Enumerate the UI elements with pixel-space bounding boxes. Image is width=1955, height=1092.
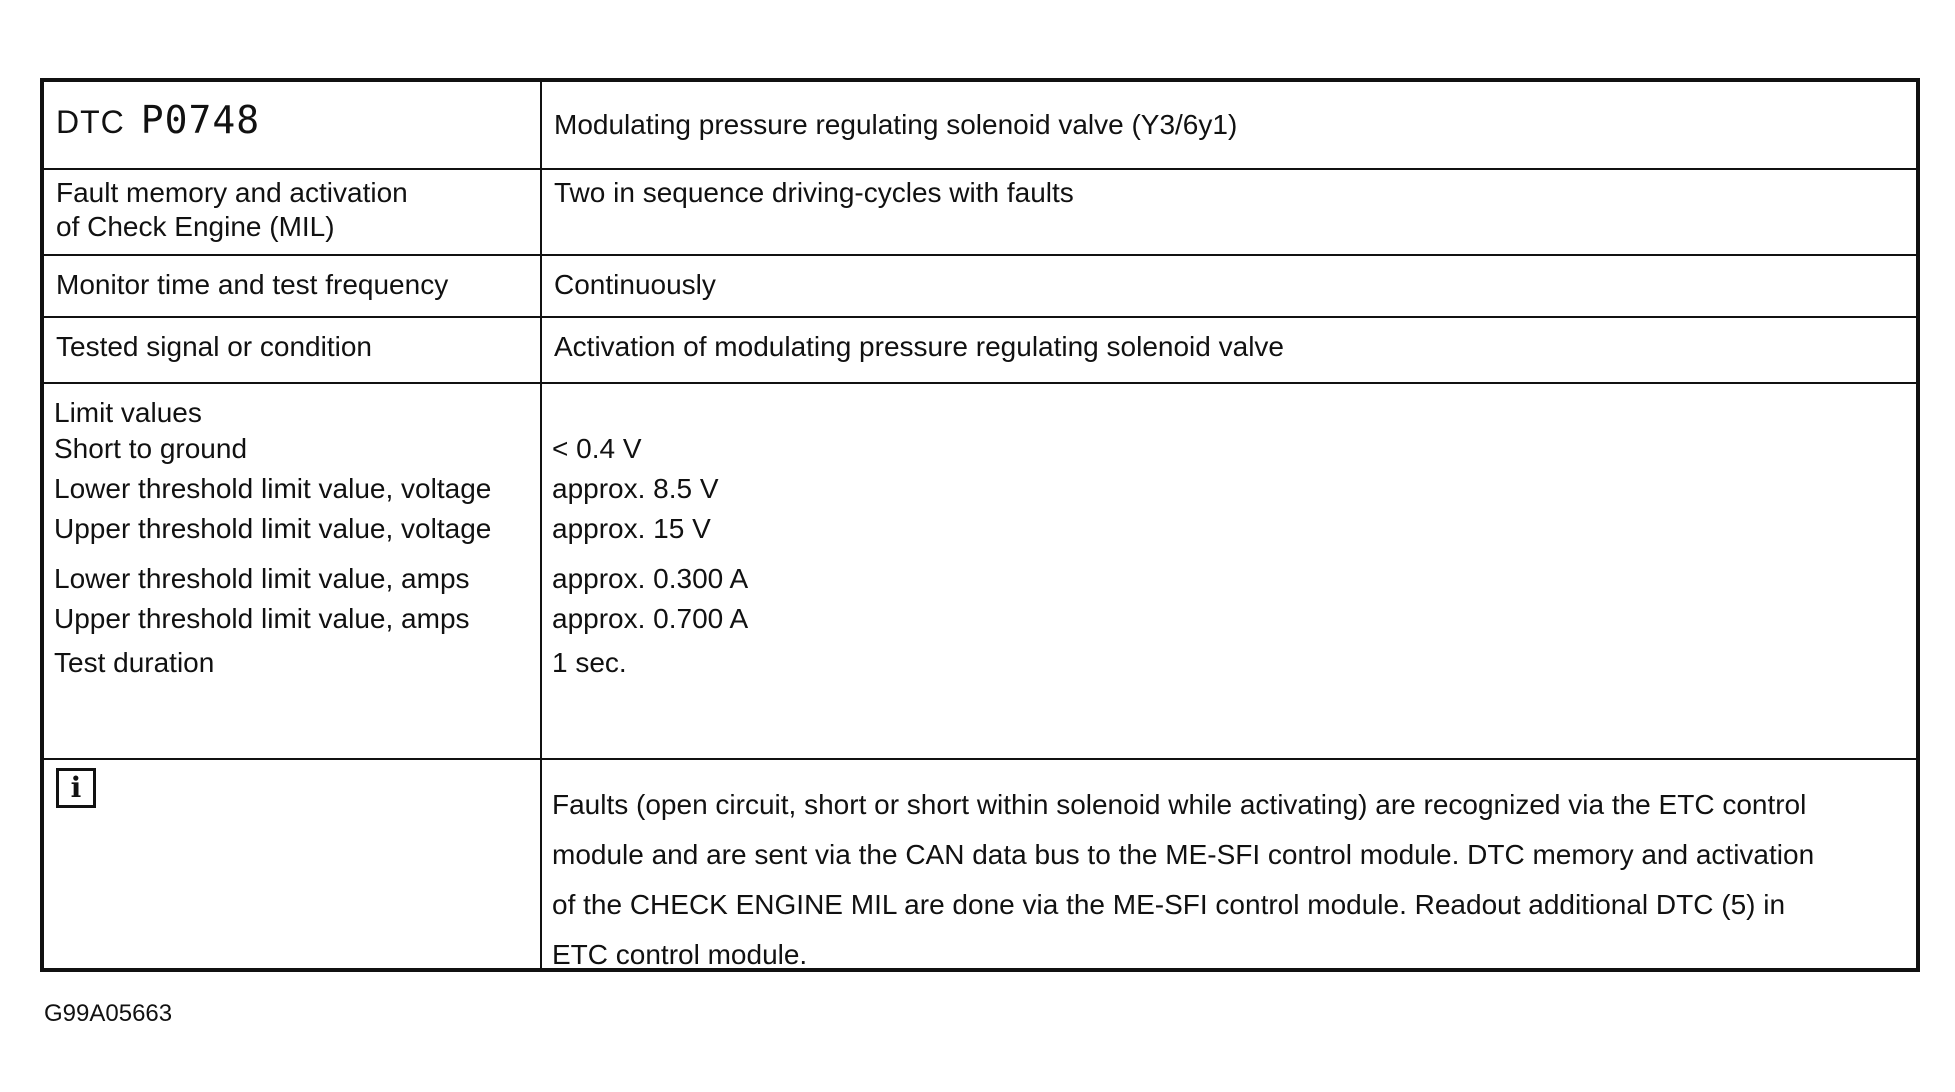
limit-item-label: Test duration <box>54 647 215 678</box>
limit-item-label: Short to ground <box>54 433 248 464</box>
limit-values-value-cell <box>542 384 1916 758</box>
limit-item-label: Lower threshold limit value, amps <box>54 563 470 594</box>
limit-values-row <box>44 384 1916 760</box>
monitor-time-value: Continuously <box>554 269 716 300</box>
monitor-time-row <box>44 256 1916 318</box>
limit-item-label: Upper threshold limit value, voltage <box>54 513 492 544</box>
fault-memory-label-cell <box>44 170 542 254</box>
tested-signal-value-cell <box>542 318 1916 382</box>
dtc-label: DTC <box>56 104 125 140</box>
dtc-table <box>40 78 1920 972</box>
fault-memory-row <box>44 170 1916 256</box>
dtc-code: P0748 <box>140 98 261 142</box>
limit-item-value: approx. 15 V <box>552 513 711 544</box>
limit-values-label-cell <box>44 384 542 758</box>
limit-item-label: Lower threshold limit value, voltage <box>54 473 492 504</box>
figure-id: G99A05663 <box>44 1000 173 1027</box>
info-note-text <box>552 780 1908 980</box>
info-icon-cell <box>44 760 542 972</box>
info-note-cell <box>542 760 1916 972</box>
component-name: Modulating pressure regulating solenoid valve (Y3/6y1) <box>554 109 1238 140</box>
fault-memory-label-line2: of Check Engine (MIL) <box>56 211 335 242</box>
tested-signal-row <box>44 318 1916 384</box>
monitor-time-label-cell <box>44 256 542 316</box>
limit-item-value: 1 sec. <box>552 647 627 678</box>
dtc-title <box>56 100 260 142</box>
component-cell <box>542 82 1916 168</box>
info-icon: i <box>56 768 96 808</box>
tested-signal-value: Activation of modulating pressure regulating solenoid valve <box>554 331 1284 362</box>
limit-item-value: approx. 0.300 A <box>552 563 749 594</box>
fault-memory-value: Two in sequence driving-cycles with faults <box>554 177 1074 208</box>
limit-item-value: approx. 8.5 V <box>552 473 719 504</box>
info-note-line: ETC control module. <box>552 939 808 970</box>
monitor-time-value-cell <box>542 256 1916 316</box>
limit-item-value: < 0.4 V <box>552 433 642 464</box>
limit-values-heading: Limit values <box>54 397 202 428</box>
fault-memory-value-cell <box>542 170 1916 254</box>
dtc-code-cell <box>44 82 542 168</box>
tested-signal-label-cell <box>44 318 542 382</box>
info-note-row <box>44 760 1916 972</box>
info-note-line: module and are sent via the CAN data bus to the ME-SFI control module. DTC memory and activation <box>552 839 1815 870</box>
fault-memory-label <box>56 176 408 244</box>
dtc-header-row <box>44 82 1916 170</box>
fault-memory-label-line1: Fault memory and activation <box>56 177 408 208</box>
limit-item-label: Upper threshold limit value, amps <box>54 603 470 634</box>
monitor-time-label: Monitor time and test frequency <box>56 269 449 300</box>
limit-item-value: approx. 0.700 A <box>552 603 749 634</box>
tested-signal-label: Tested signal or condition <box>56 331 372 362</box>
info-note-line: Faults (open circuit, short or short within solenoid while activating) are recognized via the ETC control <box>552 789 1807 820</box>
info-note-line: of the CHECK ENGINE MIL are done via the ME-SFI control module. Readout additional DTC (5) in <box>552 889 1786 920</box>
